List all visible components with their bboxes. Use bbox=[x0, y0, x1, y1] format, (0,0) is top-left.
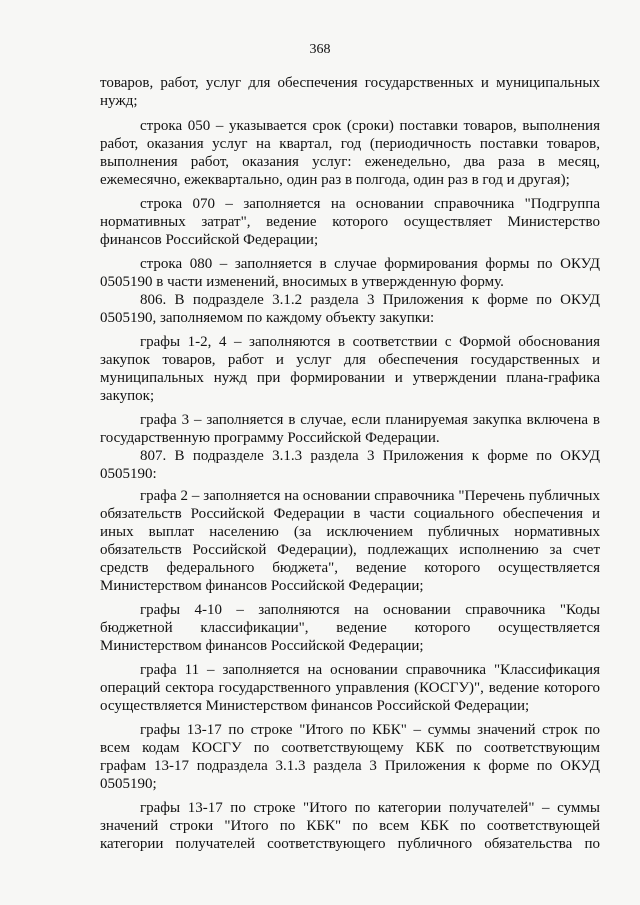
text-line: закупок товаров, работ и услуг для обеспечения государственных и bbox=[100, 352, 600, 368]
text-line: 0505190; bbox=[100, 776, 157, 792]
text-line: муниципальных нужд при формировании и утверждении плана-графика bbox=[100, 370, 600, 386]
text-line: графа 11 – заполняется на основании справочника "Классификация bbox=[140, 662, 600, 678]
text-line: выполнения работ, оказания услуг: еженедельно, два раза в месяц, bbox=[100, 154, 600, 170]
text-line: 0505190, заполняемом по каждому объекту закупки: bbox=[100, 310, 435, 326]
text-line: Министерством финансов Российской Федерации; bbox=[100, 638, 424, 654]
text-line: нормативных затрат", ведение которого осуществляет Министерство bbox=[100, 214, 600, 230]
text-line: бюджетной классификации", ведение которого осуществляется bbox=[100, 620, 600, 636]
text-line: 806. В подразделе 3.1.2 раздела 3 Приложения к форме по ОКУД bbox=[140, 292, 600, 308]
text-line: осуществляется Министерством финансов Российской Федерации; bbox=[100, 698, 530, 714]
text-line: графам 13-17 подраздела 3.1.3 раздела 3 Приложения к форме по ОКУД bbox=[100, 758, 600, 774]
text-line: графы 4-10 – заполняются на основании справочника "Коды bbox=[140, 602, 600, 618]
text-line: закупок; bbox=[100, 388, 155, 404]
text-line: обязательств Российской Федерации), подлежащих исполнению за счет bbox=[100, 542, 600, 558]
text-line: категории получателей соответствующего публичного обязательства по bbox=[100, 836, 600, 852]
text-line: иных выплат населению (за исключением публичных нормативных bbox=[100, 524, 600, 540]
text-line: графы 13-17 по строке "Итого по категории получателей" – суммы bbox=[140, 800, 600, 816]
text-line: 0505190 в части изменений, вносимых в утвержденную форму. bbox=[100, 274, 504, 290]
text-line: 807. В подразделе 3.1.3 раздела 3 Приложения к форме по ОКУД bbox=[140, 448, 600, 464]
text-line: работ, оказания услуг на квартал, год (периодичность поставки товаров, bbox=[100, 136, 600, 152]
text-line: строка 080 – заполняется в случае формирования формы по ОКУД bbox=[140, 256, 600, 272]
text-line: финансов Российской Федерации; bbox=[100, 232, 319, 248]
text-line: графы 1-2, 4 – заполняются в соответствии с Формой обоснования bbox=[140, 334, 600, 350]
text-line: строка 070 – заполняется на основании справочника "Подгруппа bbox=[140, 196, 600, 212]
text-line: графа 2 – заполняется на основании справочника "Перечень публичных bbox=[140, 488, 600, 504]
text-line: значений строки "Итого по КБК" по всем КБК по соответствующей bbox=[100, 818, 600, 834]
text-line: средств федерального бюджета", ведение которого осуществляется bbox=[100, 560, 600, 576]
text-line: всем кодам КОСГУ по соответствующему КБК по соответствующим bbox=[100, 740, 600, 756]
text-line: Министерством финансов Российской Федерации; bbox=[100, 578, 424, 594]
text-line: ежемесячно, ежеквартально, один раз в полгода, один раз в год и другая); bbox=[100, 172, 570, 188]
text-line: графы 13-17 по строке "Итого по КБК" – суммы значений строк по bbox=[140, 722, 600, 738]
text-line: операций сектора государственного управления (КОСГУ)", ведение которого bbox=[100, 680, 600, 696]
text-line: нужд; bbox=[100, 93, 138, 109]
text-line: обязательств Российской Федерации в части социального обеспечения и bbox=[100, 506, 600, 522]
text-line: государственную программу Российской Федерации. bbox=[100, 430, 440, 446]
page-number: 368 bbox=[309, 42, 331, 57]
text-line: товаров, работ, услуг для обеспечения государственных и муниципальных bbox=[100, 75, 600, 91]
text-line: 0505190: bbox=[100, 466, 157, 482]
text-line: строка 050 – указывается срок (сроки) поставки товаров, выполнения bbox=[140, 118, 600, 134]
text-line: графа 3 – заполняется в случае, если планируемая закупка включена в bbox=[140, 412, 600, 428]
